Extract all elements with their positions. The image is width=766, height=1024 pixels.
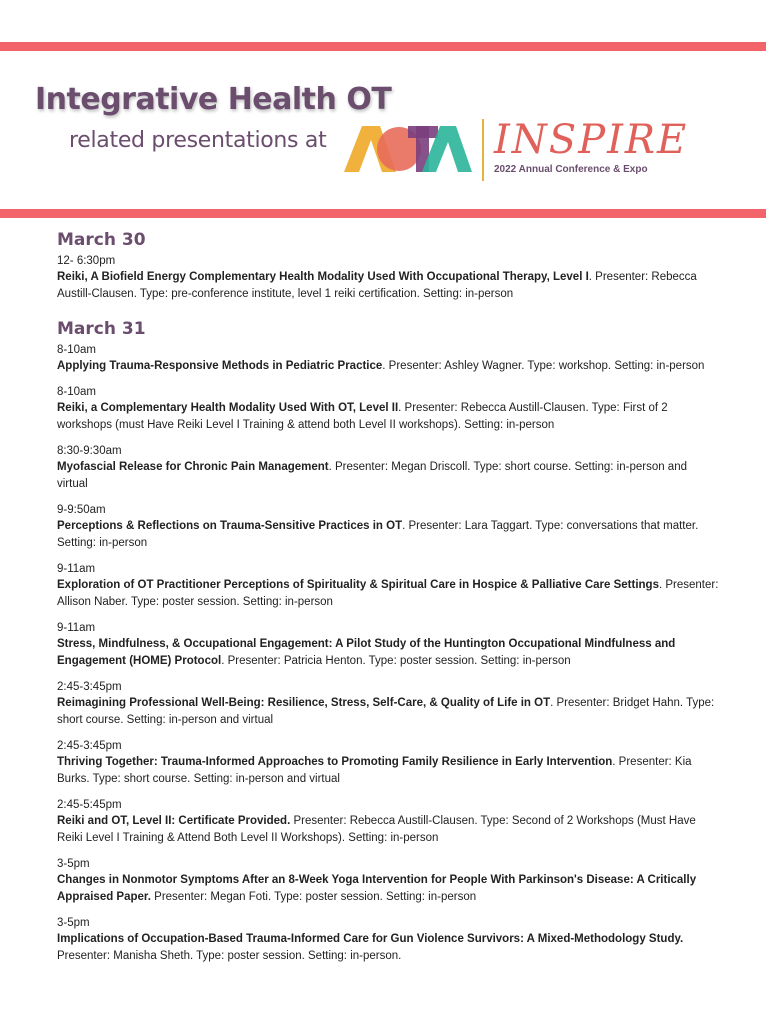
session-description [57, 400, 719, 434]
session-description [57, 872, 719, 906]
session-time: 9-11am [57, 622, 96, 634]
session-description [57, 695, 719, 729]
session-title: Stress, Mindfulness, & Occupational Engagement: A Pilot Study of the Huntington Occupational Mindfulness and Engagement (HOME) Protocol [57, 638, 676, 667]
session-time: 9-11am [57, 563, 96, 575]
session-entry [57, 343, 719, 375]
session-details: . Presenter: Allison Naber. Type: poster session. Setting: in-person [57, 579, 719, 608]
top-divider [0, 42, 766, 51]
session-time: 2:45-3:45pm [57, 740, 122, 752]
session-details: . Presenter: Ashley Wagner. Type: workshop. Setting: in-person [382, 360, 705, 372]
session-title: Myofascial Release for Chronic Pain Management [57, 461, 329, 473]
session-title: Exploration of OT Practitioner Perceptions of Spirituality & Spiritual Care in Hospice & Palliative Care Settings [57, 579, 659, 591]
session-entry [57, 916, 719, 965]
session-entry [57, 857, 719, 906]
session-entry [57, 385, 719, 434]
day-heading: March 30 [57, 230, 146, 250]
header-title: Integrative Health OT [35, 82, 392, 117]
session-details: . Presenter: Megan Driscoll. Type: short course. Setting: in-person and virtual [57, 461, 687, 490]
session-title: Reiki and OT, Level II: Certificate Provided. [57, 815, 291, 827]
session-time: 9-9:50am [57, 504, 106, 516]
session-entry [57, 798, 719, 847]
session-entry [57, 503, 719, 552]
aota-logo [344, 124, 472, 174]
session-title: Perceptions & Reflections on Trauma-Sensitive Practices in OT [57, 520, 403, 532]
session-title: Implications of Occupation-Based Trauma-Informed Care for Gun Violence Survivors: A Mixed-Methodology Study. [57, 933, 684, 945]
session-title: Reimagining Professional Well-Being: Resilience, Stress, Self-Care, & Quality of Life in OT [57, 697, 551, 709]
session-time: 3-5pm [57, 858, 90, 870]
session-description [57, 358, 719, 375]
session-time: 12- 6:30pm [57, 255, 116, 267]
header-subtitle: related presentations at [69, 128, 327, 153]
session-title: Applying Trauma-Responsive Methods in Pediatric Practice [57, 360, 383, 372]
session-time: 8:30-9:30am [57, 445, 122, 457]
session-details: . Presenter: Rebecca Austill-Clausen. Type: pre-conference institute, level 1 reiki certification. Setting: in-person [57, 271, 697, 300]
session-details: Presenter: Rebecca Austill-Clausen. Type: Second of 2 Workshops (Must Have Reiki Level I Training & Attend Both Level II Workshops). Setting: in-person [57, 815, 696, 844]
session-details: . Presenter: Kia Burks. Type: short course. Setting: in-person and virtual [57, 756, 692, 785]
session-description [57, 577, 719, 611]
conference-label: 2022 Annual Conference & Expo [494, 164, 648, 175]
session-title: Thriving Together: Trauma-Informed Approaches to Promoting Family Resilience in Early Intervention [57, 756, 613, 768]
session-details: . Presenter: Lara Taggart. Type: conversations that matter. Setting: in-person [57, 520, 699, 549]
logo-separator [482, 119, 484, 181]
session-description [57, 269, 719, 303]
session-details: Presenter: Manisha Sheth. Type: poster session. Setting: in-person. [57, 950, 402, 962]
session-entry [57, 739, 719, 788]
session-description [57, 459, 719, 493]
session-time: 8-10am [57, 386, 96, 398]
day-heading: March 31 [57, 319, 146, 339]
session-entry [57, 621, 719, 670]
session-time: 8-10am [57, 344, 96, 356]
session-entry [57, 680, 719, 729]
session-entry [57, 444, 719, 493]
session-description [57, 813, 719, 847]
session-title: Reiki, A Biofield Energy Complementary Health Modality Used With Occupational Therapy, Level I [57, 271, 589, 283]
session-entry [57, 254, 719, 303]
bottom-divider [0, 209, 766, 218]
session-description [57, 518, 719, 552]
session-details: Presenter: Megan Foti. Type: poster session. Setting: in-person [150, 891, 477, 903]
schedule [57, 230, 719, 975]
inspire-wordmark: INSPIRE [494, 117, 689, 163]
session-time: 2:45-3:45pm [57, 681, 122, 693]
session-time: 3-5pm [57, 917, 90, 929]
session-details: . Presenter: Bridget Hahn. Type: short course. Setting: in-person and virtual [57, 697, 715, 726]
session-description [57, 931, 719, 965]
session-title: Changes in Nonmotor Symptoms After an 8-Week Yoga Intervention for People With Parkinson's Disease: A Critically Appraised Paper. [57, 874, 697, 903]
session-time: 2:45-5:45pm [57, 799, 122, 811]
session-description [57, 754, 719, 788]
session-entry [57, 562, 719, 611]
session-details: . Presenter: Rebecca Austill-Clausen. Type: First of 2 workshops (must Have Reiki Level I Training & attend both Level II workshops). Setting: in-person [57, 402, 668, 431]
session-description [57, 636, 719, 670]
session-title: Reiki, a Complementary Health Modality Used With OT, Level II [57, 402, 399, 414]
session-details: . Presenter: Patricia Henton. Type: poster session. Setting: in-person [221, 655, 571, 667]
